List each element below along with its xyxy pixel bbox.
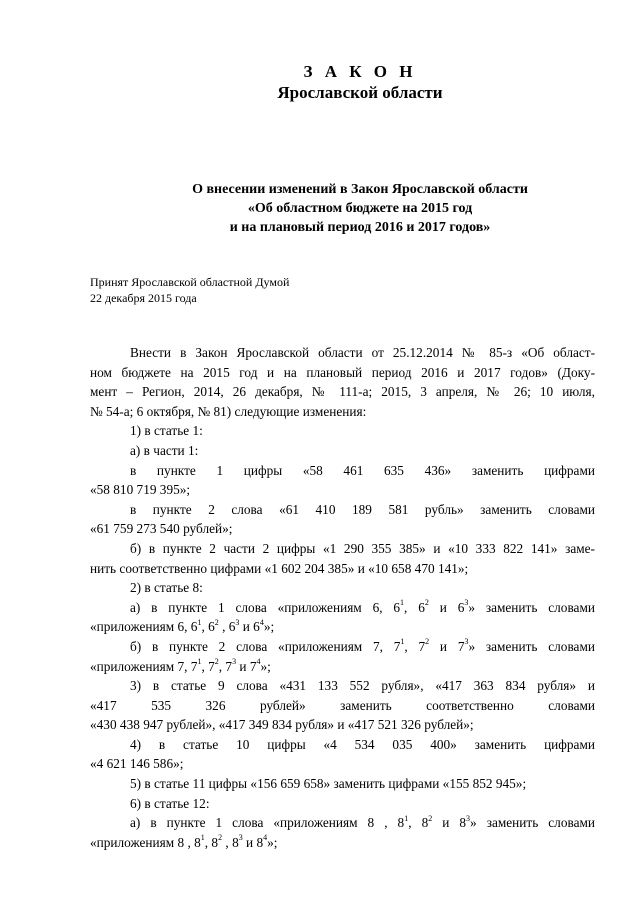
law-region: Ярославской области bbox=[277, 83, 443, 102]
subject-line: и на плановый период 2016 и 2017 годов» bbox=[229, 220, 491, 235]
body-line: № 54-а; 6 октября, № 81) следующие изменения: bbox=[90, 403, 367, 419]
law-title: З А К О Н bbox=[303, 62, 417, 81]
adoption-note bbox=[90, 274, 289, 306]
body-line: 2) в статье 8: bbox=[130, 580, 203, 596]
body-line: в пункте 1 цифры «58 461 635 436» заменить цифрами bbox=[130, 462, 595, 478]
adoption-date: 22 декабря 2015 года bbox=[90, 291, 197, 305]
body-line: ном бюджете на 2015 год и на плановый период 2016 и 2017 годов» (Доку- bbox=[90, 364, 595, 380]
body-line: 1) в статье 1: bbox=[130, 423, 203, 439]
body-line: 5) в статье 11 цифры «156 659 658» заменить цифрами «155 852 945»; bbox=[130, 776, 527, 792]
body-line: в пункте 2 слова «61 410 189 581 рубль» заменить словами bbox=[130, 501, 595, 517]
body-line: а) в пункте 1 слова «приложениям 6, $6^1$, $6^2$ и $6^3$» заменить словами bbox=[130, 598, 595, 615]
subject-line: «Об областном бюджете на 2015 год bbox=[247, 201, 473, 216]
body-line: «430 438 947 рублей», «417 349 834 рубля» и «417 521 326 рублей»; bbox=[90, 717, 474, 733]
body-line: мент – Регион, 2014, 26 декабря, № 111-а; 2015, 3 апреля, № 26; 10 июля, bbox=[90, 384, 595, 400]
body-line: 6) в статье 12: bbox=[130, 795, 210, 811]
body-line: 3) в статье 9 слова «431 133 552 рубля», «417 363 834 рубля» и bbox=[130, 678, 595, 694]
body-line: «61 759 273 540 рублей»; bbox=[90, 521, 233, 537]
body-line: а) в части 1: bbox=[130, 442, 199, 458]
body-line: 4) в статье 10 цифры «4 534 035 400» заменить цифрами bbox=[130, 736, 595, 752]
adoption-line: Принят Ярославской областной Думой bbox=[90, 275, 290, 289]
body-line: б) в пункте 2 слова «приложениям 7, $7^1$, $7^2$ и $7^3$» заменить словами bbox=[130, 637, 595, 654]
body-line: б) в пункте 2 части 2 цифры «1 290 355 385» и «10 333 822 141» заме- bbox=[130, 540, 595, 556]
subject-line: О внесении изменений в Закон Ярославской области bbox=[192, 182, 528, 197]
body-line: нить соответственно цифрами «1 602 204 385» и «10 658 470 141»; bbox=[90, 560, 469, 576]
law-subject bbox=[40, 180, 640, 237]
body-line: «58 810 719 395»; bbox=[90, 482, 191, 498]
body-line: а) в пункте 1 слова «приложениям 8 , $8^1$, $8^2$ и $8^3$» заменить словами bbox=[130, 813, 596, 831]
law-body bbox=[90, 343, 595, 852]
body-line: «приложениям 6, $6^1$, $6^2$ , $6^3$ и $6^4$»; bbox=[90, 617, 275, 635]
body-line: «417 535 326 рублей» заменить соответственно словами bbox=[90, 697, 595, 713]
body-line: «приложениям 7, $7^1$, $7^2$, $7^3$ и $7^4$»; bbox=[90, 657, 271, 674]
body-line: «4 621 146 586»; bbox=[90, 756, 184, 772]
body-line: Внести в Закон Ярославской области от 25.12.2014 № 85-з «Об област- bbox=[130, 345, 595, 360]
body-line: «приложениям 8 , $8^1$, $8^2$ , $8^3$ и $8^4$»; bbox=[90, 833, 278, 850]
